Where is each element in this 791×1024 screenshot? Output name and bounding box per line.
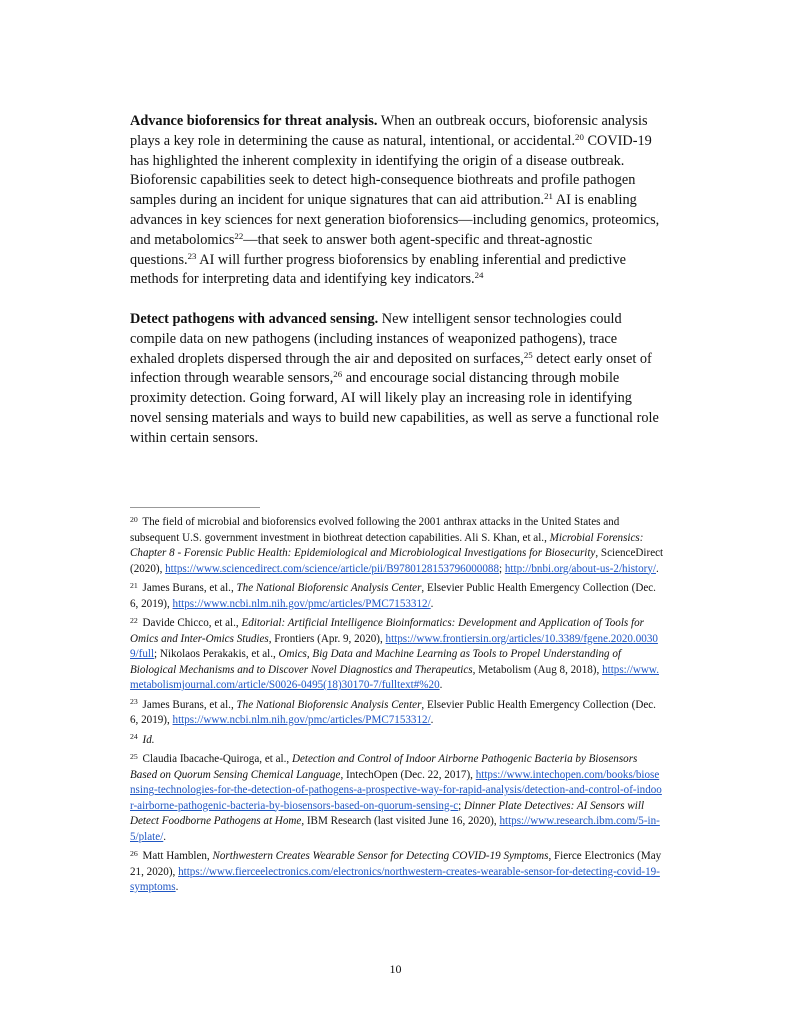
footnote-23: $^{23}$ James Burans, et al., The National Bioforensic Analysis Center, Elsevier Public Health Emergency Collection (Dec. 6, 2019), https://www.ncbi.nlm.nih.gov/pmc/articles/PMC7153312/. xyxy=(130,697,656,726)
footnote-ref[interactable]: 26 xyxy=(333,369,343,380)
footnote-link[interactable]: http://bnbi.org/about-us-2/history/ xyxy=(504,562,656,575)
footnote-ref[interactable]: 24 xyxy=(474,270,484,281)
paragraph-heading: Advance bioforensics for threat analysis. xyxy=(130,113,378,129)
paragraph-sensing: Detect pathogens with advanced sensing. New intelligent sensor technologies could compile data on new pathogens (including instances of weaponized pathogens), trace exhaled droplets dispersed through the air and deposited on surfaces,$^{25}$ detect early onset of infection through wearable sensors,$^{26}$ and encourage social distancing through mobile proximity detection. Going forward, AI will likely play an increasing role in identifying novel sensing materials and ways to build new capabilities, as well as serve a functional role within certain sensors. xyxy=(130,310,659,446)
footnote-link[interactable]: https://www.metabolismjournal.com/article/S0026-0495(18)30170-7/fulltext#%20 xyxy=(130,663,659,691)
footnote-24: $^{24}$ Id. xyxy=(130,732,155,746)
footnotes xyxy=(130,515,664,900)
footnote-21: $^{21}$ James Burans, et al., The National Bioforensic Analysis Center, Elsevier Public Health Emergency Collection (Dec. 6, 2019), https://www.ncbi.nlm.nih.gov/pmc/articles/PMC7153312/. xyxy=(130,580,656,610)
footnote-22: $^{22}$ Davide Chicco, et al., Editorial: Artificial Intelligence Bioinformatics: Development and Application of Tools for Omics and Inter-Omics Studies, Frontiers (Apr. 9, 2020), https://www.frontiersin.org/articles/10.3389/fgene.2020.00309/full; Nikolaos Perakakis, et al., Omics, Big Data and Machine Learning as Tools to Propel Understanding of Biological Mechanisms and to Discover Novel Diagnostics and Therapeutics, Metabolism (Aug 8, 2018), https://www.metabolismjournal.com/article/S0026-0495(18)30170-7/fulltext#%20. xyxy=(130,615,659,691)
footnote-link[interactable]: https://www.sciencedirect.com/science/article/pii/B9780128153796000088 xyxy=(165,562,499,575)
footnote-ref[interactable]: 21 xyxy=(544,191,553,202)
footnote-20: $^{20}$ The field of microbial and bioforensics evolved following the 2001 anthrax attacks in the United States and subsequent U.S. government investment in biothreat detection capabilities. Ali S. Khan, et al., Microbial Forensics: Chapter 8 - Forensic Public Health: Epidemiological and Microbiological Investigations for Biosecurity, ScienceDirect (2020), https://www.sciencedirect.com/science/article/pii/B9780128153796000088; http://bnbi.org/about-us-2/history/. xyxy=(130,514,664,575)
footnote-separator xyxy=(130,507,260,508)
footnote-25: $^{25}$ Claudia Ibacache-Quiroga, et al., Detection and Control of Indoor Airborne Pathogenic Bacteria by Biosensors Based on Quorum Sensing Chemical Language, IntechOpen (Dec. 22, 2017), https://www.intechopen.com/books/biosensing-technologies-for-the-detection-of-pathogens-a-prospective-way-for-rapid-analysis/detection-and-control-of-indoor-airborne-pathogenic-bacteria-by-biosensors-based-on-quorum-sensing-c; Dinner Plate Detectives: AI Sensors will Detect Foodborne Pathogens at Home, IBM Research (last visited June 16, 2020), https://www.research.ibm.com/5-in-5/plate/. xyxy=(130,751,662,843)
footnote-26: $^{26}$ Matt Hamblen, Northwestern Creates Wearable Sensor for Detecting COVID-19 Symptoms, Fierce Electronics (May 21, 2020), https://www.fierceelectronics.com/electronics/northwestern-creates-wearable-sensor-for-detecting-covid-19-symptoms. xyxy=(130,848,662,893)
footnote-link[interactable]: https://www.fierceelectronics.com/electronics/northwestern-creates-wearable-sensor-for-detecting-covid-19-symptoms xyxy=(130,865,660,893)
page-number: 10 xyxy=(389,962,402,976)
main-body xyxy=(130,112,662,468)
footnote-ref[interactable]: 23 xyxy=(187,250,197,261)
footnote-link[interactable]: https://www.research.ibm.com/5-in-5/plate/ xyxy=(130,815,660,843)
footnote-ref[interactable]: 25 xyxy=(523,349,533,360)
paragraph-bioforensics: Advance bioforensics for threat analysis. When an outbreak occurs, bioforensic analysis plays a key role in determining the cause as natural, intentional, or accidental.$^{20}$ COVID-19 has highlighted the inherent complexity in identifying the origin of a disease outbreak. Bioforensic capabilities seek to detect high-consequence biothreats and profile pathogen samples during an incident for unique signatures that can aid attribution.$^{21}$ AI is enabling advances in key sciences for next generation bioforensics—including genomics, proteomics, and metabolomics$^{22}$—that seek to answer both agent-specific and threat-agnostic questions.$^{23}$ AI will further progress bioforensics by enabling inferential and predictive methods for interpreting data and identifying key indicators.$^{24}$ xyxy=(130,113,660,288)
footnote-ref[interactable]: 22 xyxy=(234,230,244,241)
footnote-link[interactable]: https://www.frontiersin.org/articles/10.3389/fgene.2020.00309/full xyxy=(130,632,658,660)
paragraph-heading: Detect pathogens with advanced sensing. xyxy=(130,310,379,327)
footnote-link[interactable]: https://www.ncbi.nlm.nih.gov/pmc/articles/PMC7153312/ xyxy=(172,597,431,610)
footnote-link[interactable]: https://www.ncbi.nlm.nih.gov/pmc/articles/PMC7153312/ xyxy=(172,714,431,726)
footnote-ref[interactable]: 20 xyxy=(575,131,584,142)
footnote-link[interactable]: https://www.intechopen.com/books/biosensing-technologies-for-the-detection-of-pathogens-a-prospective-way-for-rapid-analysis/detection-and-control-of-indoor-airborne-pathogenic-bacteria-by-biosensors-based-on-quorum-sensing-c xyxy=(130,768,662,812)
